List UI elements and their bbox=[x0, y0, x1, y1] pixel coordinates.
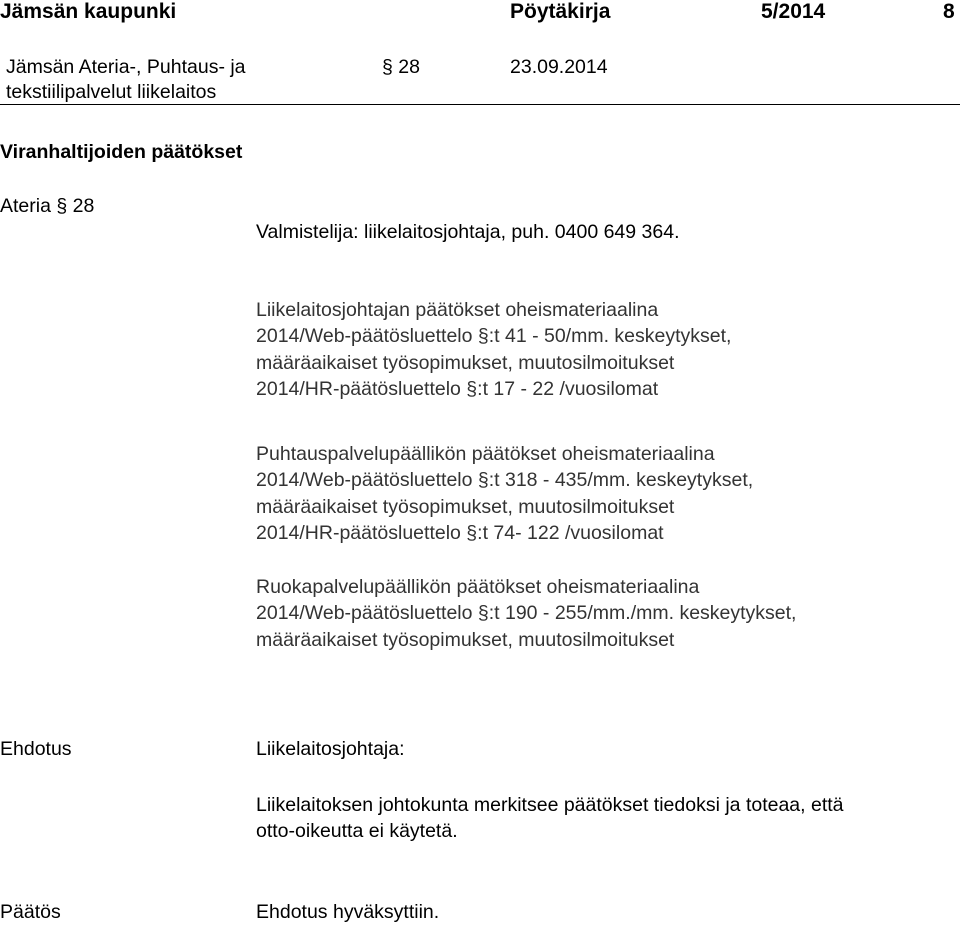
header-divider bbox=[0, 104, 960, 105]
page-number: 8 bbox=[943, 0, 955, 23]
proposal-label: Ehdotus bbox=[0, 738, 72, 760]
section-heading: Viranhaltijoiden päätökset bbox=[0, 141, 243, 163]
org-unit-line2: tekstiilipalvelut liikelaitos bbox=[6, 81, 217, 103]
paragraph-line: Liikelaitosjohtajan päätökset oheismateriaalina bbox=[256, 299, 659, 321]
case-reference: Ateria § 28 bbox=[0, 195, 95, 217]
paragraph-line: määräaikaiset työsopimukset, muutosilmoitukset bbox=[256, 628, 675, 651]
paragraph-line: 2014/Web-päätösluettelo §:t 190 - 255/mm./mm. keskeytykset, bbox=[256, 602, 797, 625]
decision-text: Ehdotus hyväksyttiin. bbox=[256, 901, 440, 923]
preparer-line: Valmistelija: liikelaitosjohtaja, puh. 0400 649 364. bbox=[256, 221, 680, 243]
decision-paragraph bbox=[256, 441, 753, 546]
issue-number: 5/2014 bbox=[761, 0, 826, 23]
meeting-date: 23.09.2014 bbox=[510, 56, 608, 78]
section-number: § 28 bbox=[382, 56, 420, 78]
paragraph-line: 2014/HR-päätösluettelo §:t 17 - 22 /vuosilomat bbox=[256, 377, 659, 400]
paragraph-line: 2014/Web-päätösluettelo §:t 318 - 435/mm. keskeytykset, bbox=[256, 469, 754, 492]
org-unit-line1: Jämsän Ateria-, Puhtaus- ja bbox=[6, 56, 246, 78]
decision-paragraph bbox=[256, 297, 731, 402]
decision-paragraph bbox=[256, 574, 796, 653]
proposal-author: Liikelaitosjohtaja: bbox=[256, 738, 405, 760]
paragraph-line: Puhtauspalvelupäällikön päätökset oheismateriaalina bbox=[256, 443, 715, 465]
paragraph-line: määräaikaiset työsopimukset, muutosilmoitukset bbox=[256, 495, 675, 518]
org-name: Jämsän kaupunki bbox=[0, 0, 177, 23]
paragraph-line: 2014/HR-päätösluettelo §:t 74- 122 /vuosilomat bbox=[256, 521, 664, 544]
paragraph-line: Ruokapalvelupäällikön päätökset oheismateriaalina bbox=[256, 576, 700, 598]
paragraph-line: määräaikaiset työsopimukset, muutosilmoitukset bbox=[256, 351, 675, 374]
proposal-text-line1: Liikelaitoksen johtokunta merkitsee päätökset tiedoksi ja toteaa, että bbox=[256, 794, 844, 816]
paragraph-line: 2014/Web-päätösluettelo §:t 41 - 50/mm. keskeytykset, bbox=[256, 325, 732, 348]
proposal-text-line2: otto-oikeutta ei käytetä. bbox=[256, 820, 458, 842]
doc-type: Pöytäkirja bbox=[510, 0, 611, 23]
decision-label: Päätös bbox=[0, 901, 61, 923]
